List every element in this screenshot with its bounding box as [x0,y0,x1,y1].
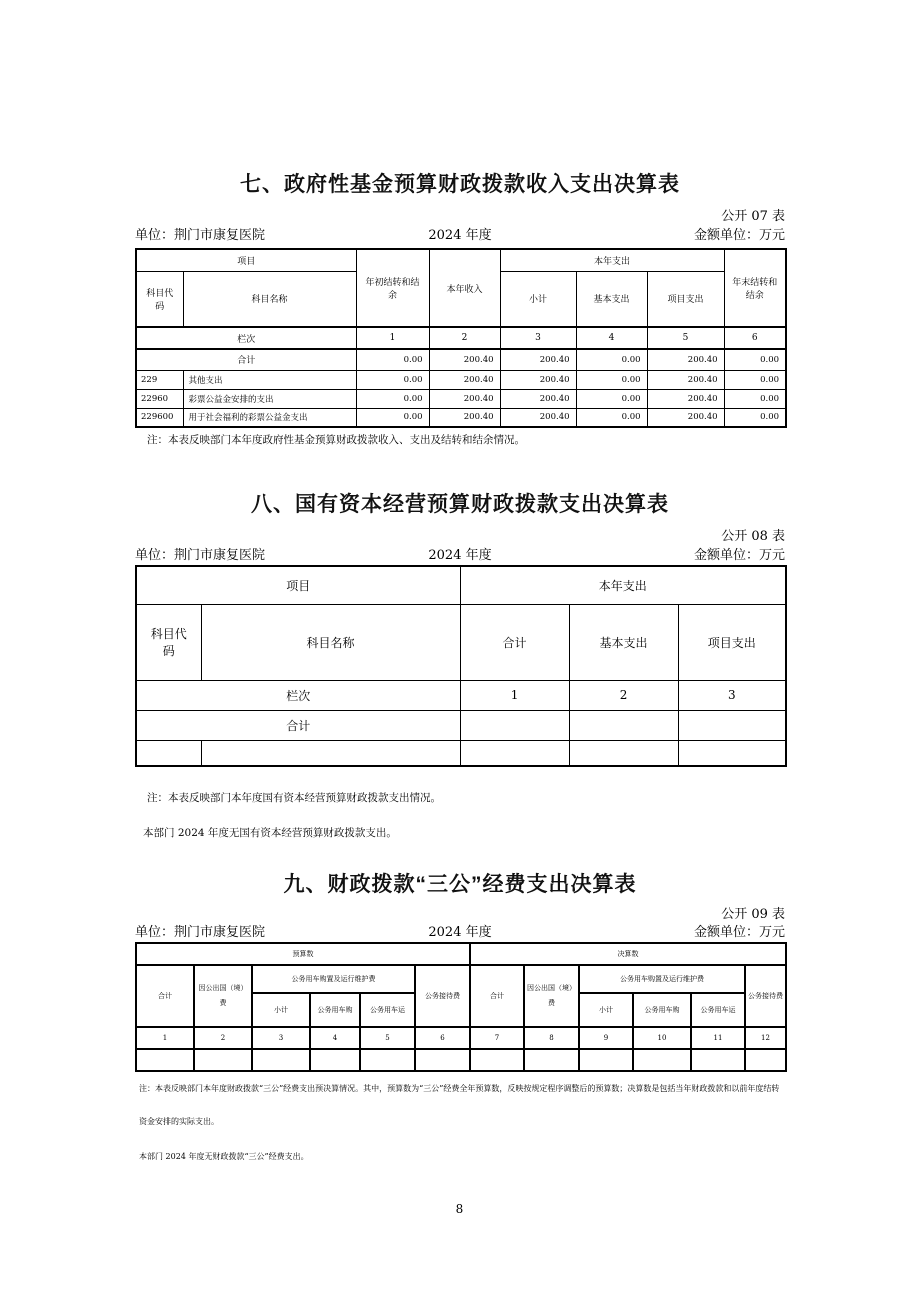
header-project-expense: 项目支出 [647,271,724,327]
cell-name: 其他支出 [183,370,356,389]
cell-value: 200.40 [500,408,576,427]
header-abroad: 因公出国（境）费 [194,965,252,1027]
section9-year: 2024 年度 [428,925,492,940]
lanci-label: 栏次 [136,327,356,349]
section8-note2: 本部门 2024 年度无国有资本经营预算财政拨款支出。 [143,827,397,839]
cell-value: 0.00 [356,370,429,389]
cell-value: 200.40 [429,389,500,408]
empty-cell [569,710,678,740]
empty-cell [678,740,786,766]
gov-fund-table [135,248,787,428]
col-num: 6 [415,1027,470,1049]
col-num: 12 [745,1027,786,1049]
empty-cell [579,1049,633,1071]
total-label: 合计 [136,349,356,370]
section7-public-table-label: 公开 07 表 [721,209,785,224]
section8-public-table-label: 公开 08 表 [721,529,785,544]
col-num: 10 [633,1027,691,1049]
header-subject-name: 科目名称 [183,271,356,327]
empty-cell [678,710,786,740]
cell-value: 0.00 [724,370,786,389]
header-end-balance: 年末结转和结余 [724,249,786,327]
section8-meta [135,544,785,563]
section8-note: 注：本表反映部门本年度国有资本经营预算财政拨款支出情况。 [147,792,441,804]
header-year-expense: 本年支出 [500,249,724,271]
col-num: 9 [579,1027,633,1049]
empty-cell [415,1049,470,1071]
section7-meta [135,224,785,243]
section9-amount-unit: 金额单位：万元 [694,925,786,940]
cell-value: 0.00 [576,370,647,389]
col-num: 1 [356,327,429,349]
total-value: 200.40 [500,349,576,370]
col-num: 2 [569,680,678,710]
state-capital-table [135,565,787,767]
col-num: 4 [310,1027,360,1049]
cell-value: 0.00 [724,389,786,408]
empty-cell [136,740,201,766]
cell-value: 200.40 [500,370,576,389]
header-budget: 预算数 [136,943,470,965]
header-basic-expense: 基本支出 [569,604,678,680]
header-reception: 公务接待费 [745,965,786,1027]
col-num: 5 [647,327,724,349]
header-project: 项目 [136,249,356,271]
cell-code: 22960 [136,389,183,408]
header-subtotal: 小计 [579,993,633,1027]
table-row [136,389,786,408]
total-label: 合计 [136,710,460,740]
empty-cell [633,1049,691,1071]
col-num: 11 [691,1027,745,1049]
cell-value: 0.00 [576,389,647,408]
header-vehicle: 公务用车购置及运行维护费 [579,965,745,993]
header-subject-code: 科目代码 [136,271,183,327]
col-num: 3 [678,680,786,710]
table-row [136,408,786,427]
section9-unit: 单位：荆门市康复医院 [135,925,266,940]
total-value: 200.40 [647,349,724,370]
empty-cell [569,740,678,766]
cell-value: 200.40 [647,408,724,427]
col-num: 2 [429,327,500,349]
col-num: 3 [500,327,576,349]
section9-note: 注：本表反映部门本年度财政拨款“三公”经费支出预决算情况。其中，预算数为“三公”经费全年预算数，反映按规定程序调整后的预算数；决算数是包括当年财政拨款和以前年度结转资金安排的实际支出。 [139,1084,780,1126]
col-num: 6 [724,327,786,349]
header-basic-expense: 基本支出 [576,271,647,327]
cell-value: 0.00 [356,408,429,427]
section9-meta [135,921,785,940]
header-vehicle-purchase: 公务用车购 [633,993,691,1027]
header-final: 决算数 [470,943,786,965]
empty-cell [201,740,460,766]
header-subject-name: 科目名称 [201,604,460,680]
cell-value: 200.40 [429,408,500,427]
header-project: 项目 [136,566,460,604]
header-vehicle-purchase: 公务用车购 [310,993,360,1027]
total-value: 0.00 [576,349,647,370]
header-abroad: 因公出国（境）费 [524,965,579,1027]
header-subject-code: 科目代码 [136,604,201,680]
empty-cell [252,1049,310,1071]
header-year-income: 本年收入 [429,249,500,327]
header-year-expense: 本年支出 [460,566,786,604]
page-number: 8 [455,1202,464,1216]
col-num: 1 [460,680,569,710]
section7-unit: 单位：荆门市康复医院 [135,228,266,243]
header-project-expense: 项目支出 [678,604,786,680]
cell-value: 0.00 [576,408,647,427]
cell-code: 229 [136,370,183,389]
table-row [136,1049,786,1071]
cell-value: 200.40 [429,370,500,389]
cell-value: 200.40 [500,389,576,408]
empty-cell [524,1049,579,1071]
header-vehicle-run: 公务用车运 [360,993,415,1027]
col-num: 7 [470,1027,524,1049]
cell-value: 200.40 [647,389,724,408]
col-num: 3 [252,1027,310,1049]
col-num: 1 [136,1027,194,1049]
section8-amount-unit: 金额单位：万元 [694,548,786,563]
total-value: 200.40 [429,349,500,370]
section7-year: 2024 年度 [428,228,492,243]
empty-cell [460,740,569,766]
header-subtotal: 小计 [252,993,310,1027]
cell-code: 229600 [136,408,183,427]
total-value: 0.00 [724,349,786,370]
header-subtotal: 小计 [500,271,576,327]
section9-public-table-label: 公开 09 表 [721,907,785,922]
empty-cell [310,1049,360,1071]
header-vehicle: 公务用车购置及运行维护费 [252,965,415,993]
header-total: 合计 [460,604,569,680]
empty-cell [691,1049,745,1071]
empty-cell [460,710,569,740]
header-vehicle-run: 公务用车运 [691,993,745,1027]
col-num: 2 [194,1027,252,1049]
cell-name: 彩票公益金安排的支出 [183,389,356,408]
section7-amount-unit: 金额单位：万元 [694,228,786,243]
section7-title: 七、政府性基金预算财政拨款收入支出决算表 [240,173,680,196]
section8-year: 2024 年度 [428,548,492,563]
cell-value: 200.40 [647,370,724,389]
cell-value: 0.00 [724,408,786,427]
section9-note2: 本部门 2024 年度无财政拨款“三公”经费支出。 [139,1152,309,1161]
three-public-table [135,942,787,1072]
cell-value: 0.00 [356,389,429,408]
empty-cell [360,1049,415,1071]
header-begin-balance: 年初结转和结余 [356,249,429,327]
col-num: 4 [576,327,647,349]
empty-cell [194,1049,252,1071]
section9-title: 九、财政拨款“三公”经费支出决算表 [283,873,637,896]
empty-cell [470,1049,524,1071]
table-row [136,370,786,389]
cell-name: 用于社会福利的彩票公益金支出 [183,408,356,427]
header-total: 合计 [136,965,194,1027]
total-value: 0.00 [356,349,429,370]
section7-note: 注：本表反映部门本年度政府性基金预算财政拨款收入、支出及结转和结余情况。 [147,434,525,446]
section8-unit: 单位：荆门市康复医院 [135,548,266,563]
table-row [136,740,786,766]
section8-title: 八、国有资本经营预算财政拨款支出决算表 [251,493,669,516]
empty-cell [136,1049,194,1071]
header-reception: 公务接待费 [415,965,470,1027]
col-num: 5 [360,1027,415,1049]
col-num: 8 [524,1027,579,1049]
empty-cell [745,1049,786,1071]
lanci-label: 栏次 [136,680,460,710]
header-total: 合计 [470,965,524,1027]
